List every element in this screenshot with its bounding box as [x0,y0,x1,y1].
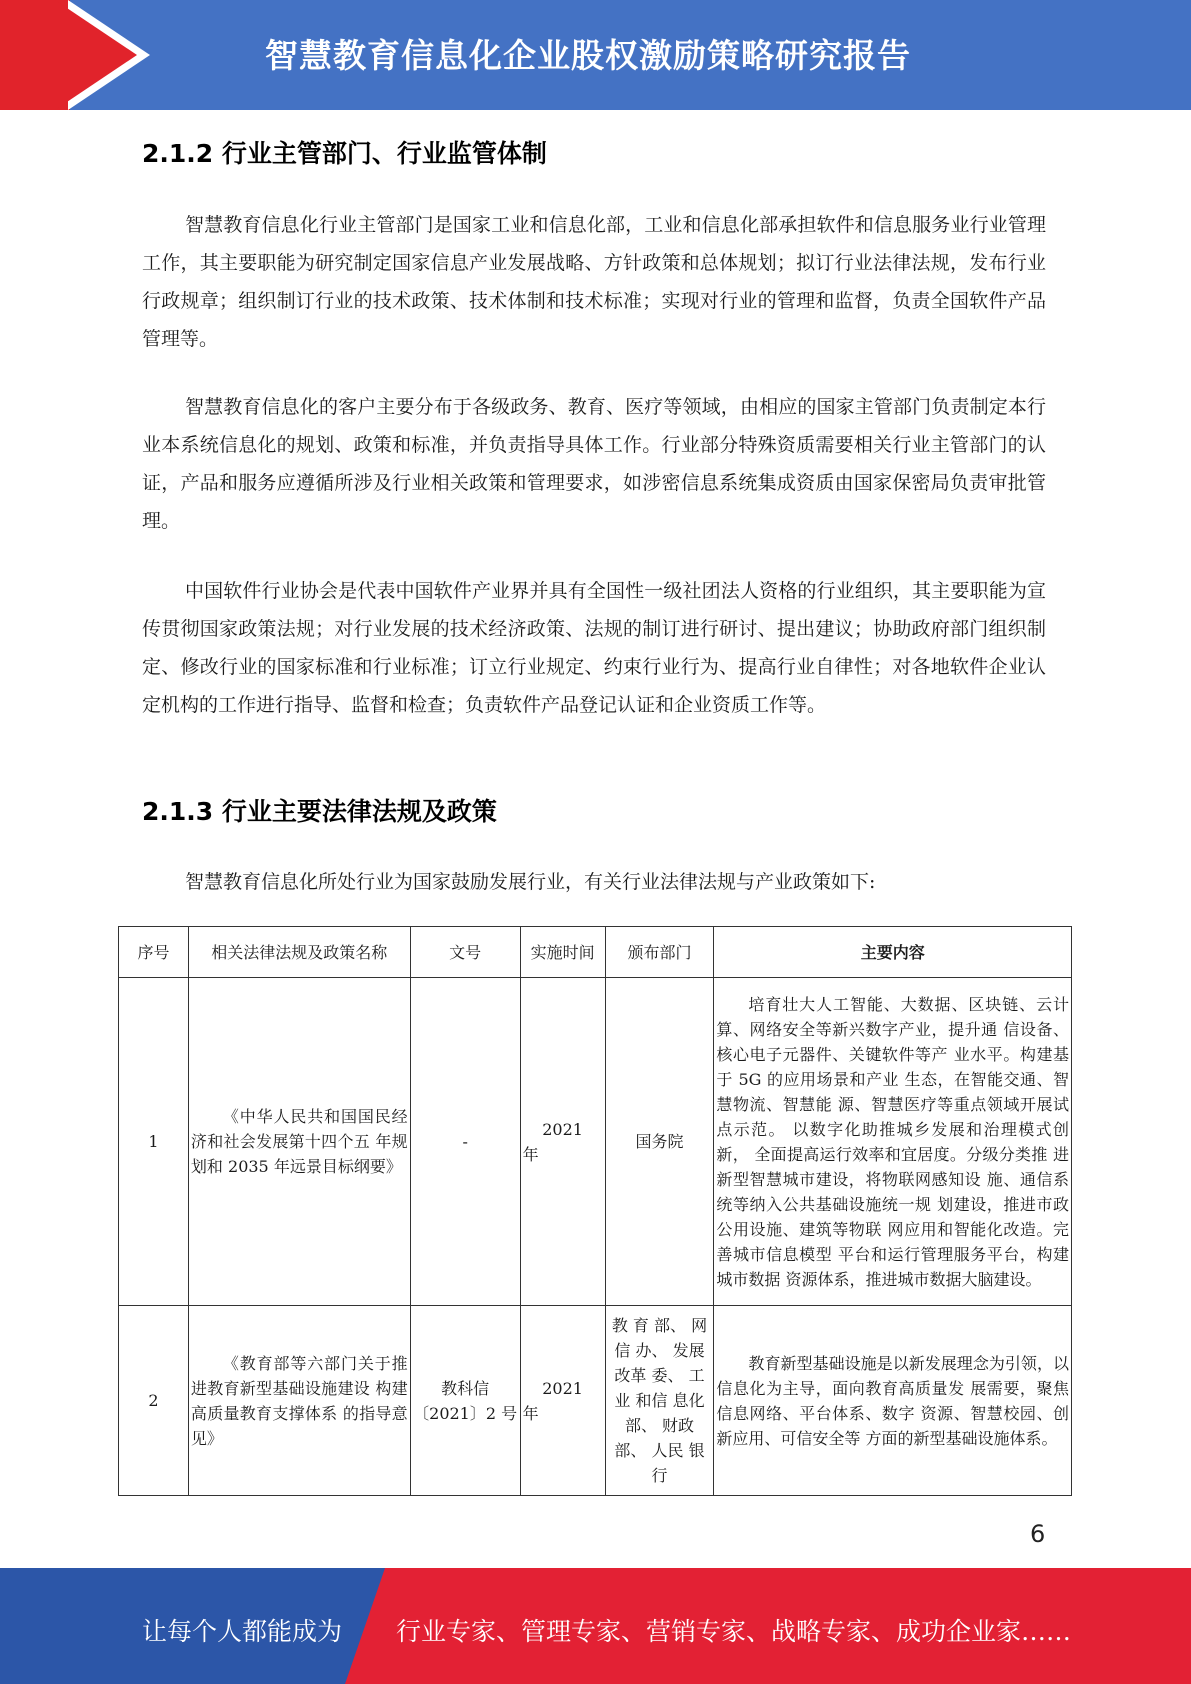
table-row [119,978,1072,1306]
row-content: 教育新型基础设施是以新发展理念为引领，以信息化为主导，面向教育高质量发 展需要，聚焦信息网络、平台体系、数字 资源、智慧校园、创新应用、可信安全等 方面的新型基础设施体系。 [714,1306,1072,1496]
paragraph-2: 智慧教育信息化的客户主要分布于各级政务、教育、医疗等领域，由相应的国家主管部门负责制定本行业本系统信息化的规划、政策和标准，并负责指导具体工作。行业部分特殊资质需要相关行业主管部门的认证，产品和服务应遵循所涉及行业相关政策和管理要求，如涉密信息系统集成资质由国家保密局负责审批管理。 [142,396,1046,532]
table-header-row [119,927,1072,978]
row-doc-no: 教科信〔2021〕2 号 [410,1306,520,1496]
header-content: 主要内容 [714,927,1072,978]
row-year-suffix: 年 [522,1403,539,1423]
row-year-cell [520,1306,605,1496]
page-number: 6 [1030,1520,1046,1548]
row-content: 培育壮大人工智能、大数据、区块链、云计算、网络安全等新兴数字产业，提升通 信设备、核心电子元器件、关键软件等产 业水平。构建基于 5G 的应用场景和产业 生态，在智能交通、智慧物流、智慧能 源、智慧医疗等重点领域开展试点示范。 以数字化助推城乡发展和治理模式创新， 全面提高运行效率和宜居度。分级分类推 进新型智慧城市建设，将物联网感知设 施、通信系统等纳入公共基础设施统一规 划建设，推进市政公用设施、建筑等物联 网应用和智能化改造。完善城市信息模型 平台和运行管理服务平台，构建城市数据 资源体系，推进城市数据大脑建设。 [714,978,1072,1306]
row-year: 2021 [542,1119,583,1139]
header-chevron-red [55,0,137,110]
row-name: 《中华人民共和国国民经 济和社会发展第十四个五 年规划和 2035 年远景目标纲要》 [188,978,410,1306]
paragraph-3: 中国软件行业协会是代表中国软件产业界并具有全国性一级社团法人资格的行业组织，其主要职能为宣传贯彻国家政策法规；对行业发展的技术经济政策、法规的制订进行研讨、提出建议；协助政府部门组织制定、修改行业的国家标准和行业标准；订立行业规定、约束行业行为、提高行业自律性；对各地软件企业认定机构的工作进行指导、监督和检查；负责软件产品登记认证和企业资质工作等。 [142,580,1046,716]
section-heading-2-1-3: 2.1.3 行业主要法律法规及政策 [142,797,497,826]
row-doc-no: - [410,978,520,1306]
footer-slogan-right: 行业专家、管理专家、营销专家、战略专家、成功企业家…… [396,1617,1072,1646]
header-dept: 颁布部门 [605,927,714,978]
row-no: 1 [119,978,189,1306]
row-dept: 教 育 部、 网信 办、 发展 改革 委、 工业 和信 息化 部、 财政 部、 人民 银行 [605,1306,714,1496]
page-footer-banner [0,1568,1191,1684]
header-date: 实施时间 [520,927,605,978]
header-doc-no: 文号 [410,927,520,978]
row-dept: 国务院 [605,978,714,1306]
row-year: 2021 [542,1378,583,1398]
row-year-suffix: 年 [522,1144,539,1164]
paragraph-1: 智慧教育信息化行业主管部门是国家工业和信息化部，工业和信息化部承担软件和信息服务业行业管理工作，其主要职能为研究制定国家信息产业发展战略、方针政策和总体规划；拟订行业法律法规，发布行业行政规章；组织制订行业的技术政策、技术体制和技术标准；实现对行业的管理和监督，负责全国软件产品管理等。 [142,214,1046,350]
table-intro: 智慧教育信息化所处行业为国家鼓励发展行业，有关行业法律法规与产业政策如下: [185,871,876,893]
row-no: 2 [119,1306,189,1496]
row-year-cell [520,978,605,1306]
section-heading-2-1-2: 2.1.2 行业主管部门、行业监管体制 [142,139,547,168]
report-title: 智慧教育信息化企业股权激励策略研究报告 [265,36,911,75]
policy-table [118,926,1072,1496]
page-header-banner [0,0,1191,110]
footer-slogan-left: 让每个人都能成为 [142,1617,343,1646]
footer-blue-slant [345,1568,385,1684]
table-row [119,1306,1072,1496]
row-name: 《教育部等六部门关于推 进教育新型基础设施建设 构建高质量教育支撑体系 的指导意见》 [188,1306,410,1496]
header-name: 相关法律法规及政策名称 [188,927,410,978]
header-no: 序号 [119,927,189,978]
